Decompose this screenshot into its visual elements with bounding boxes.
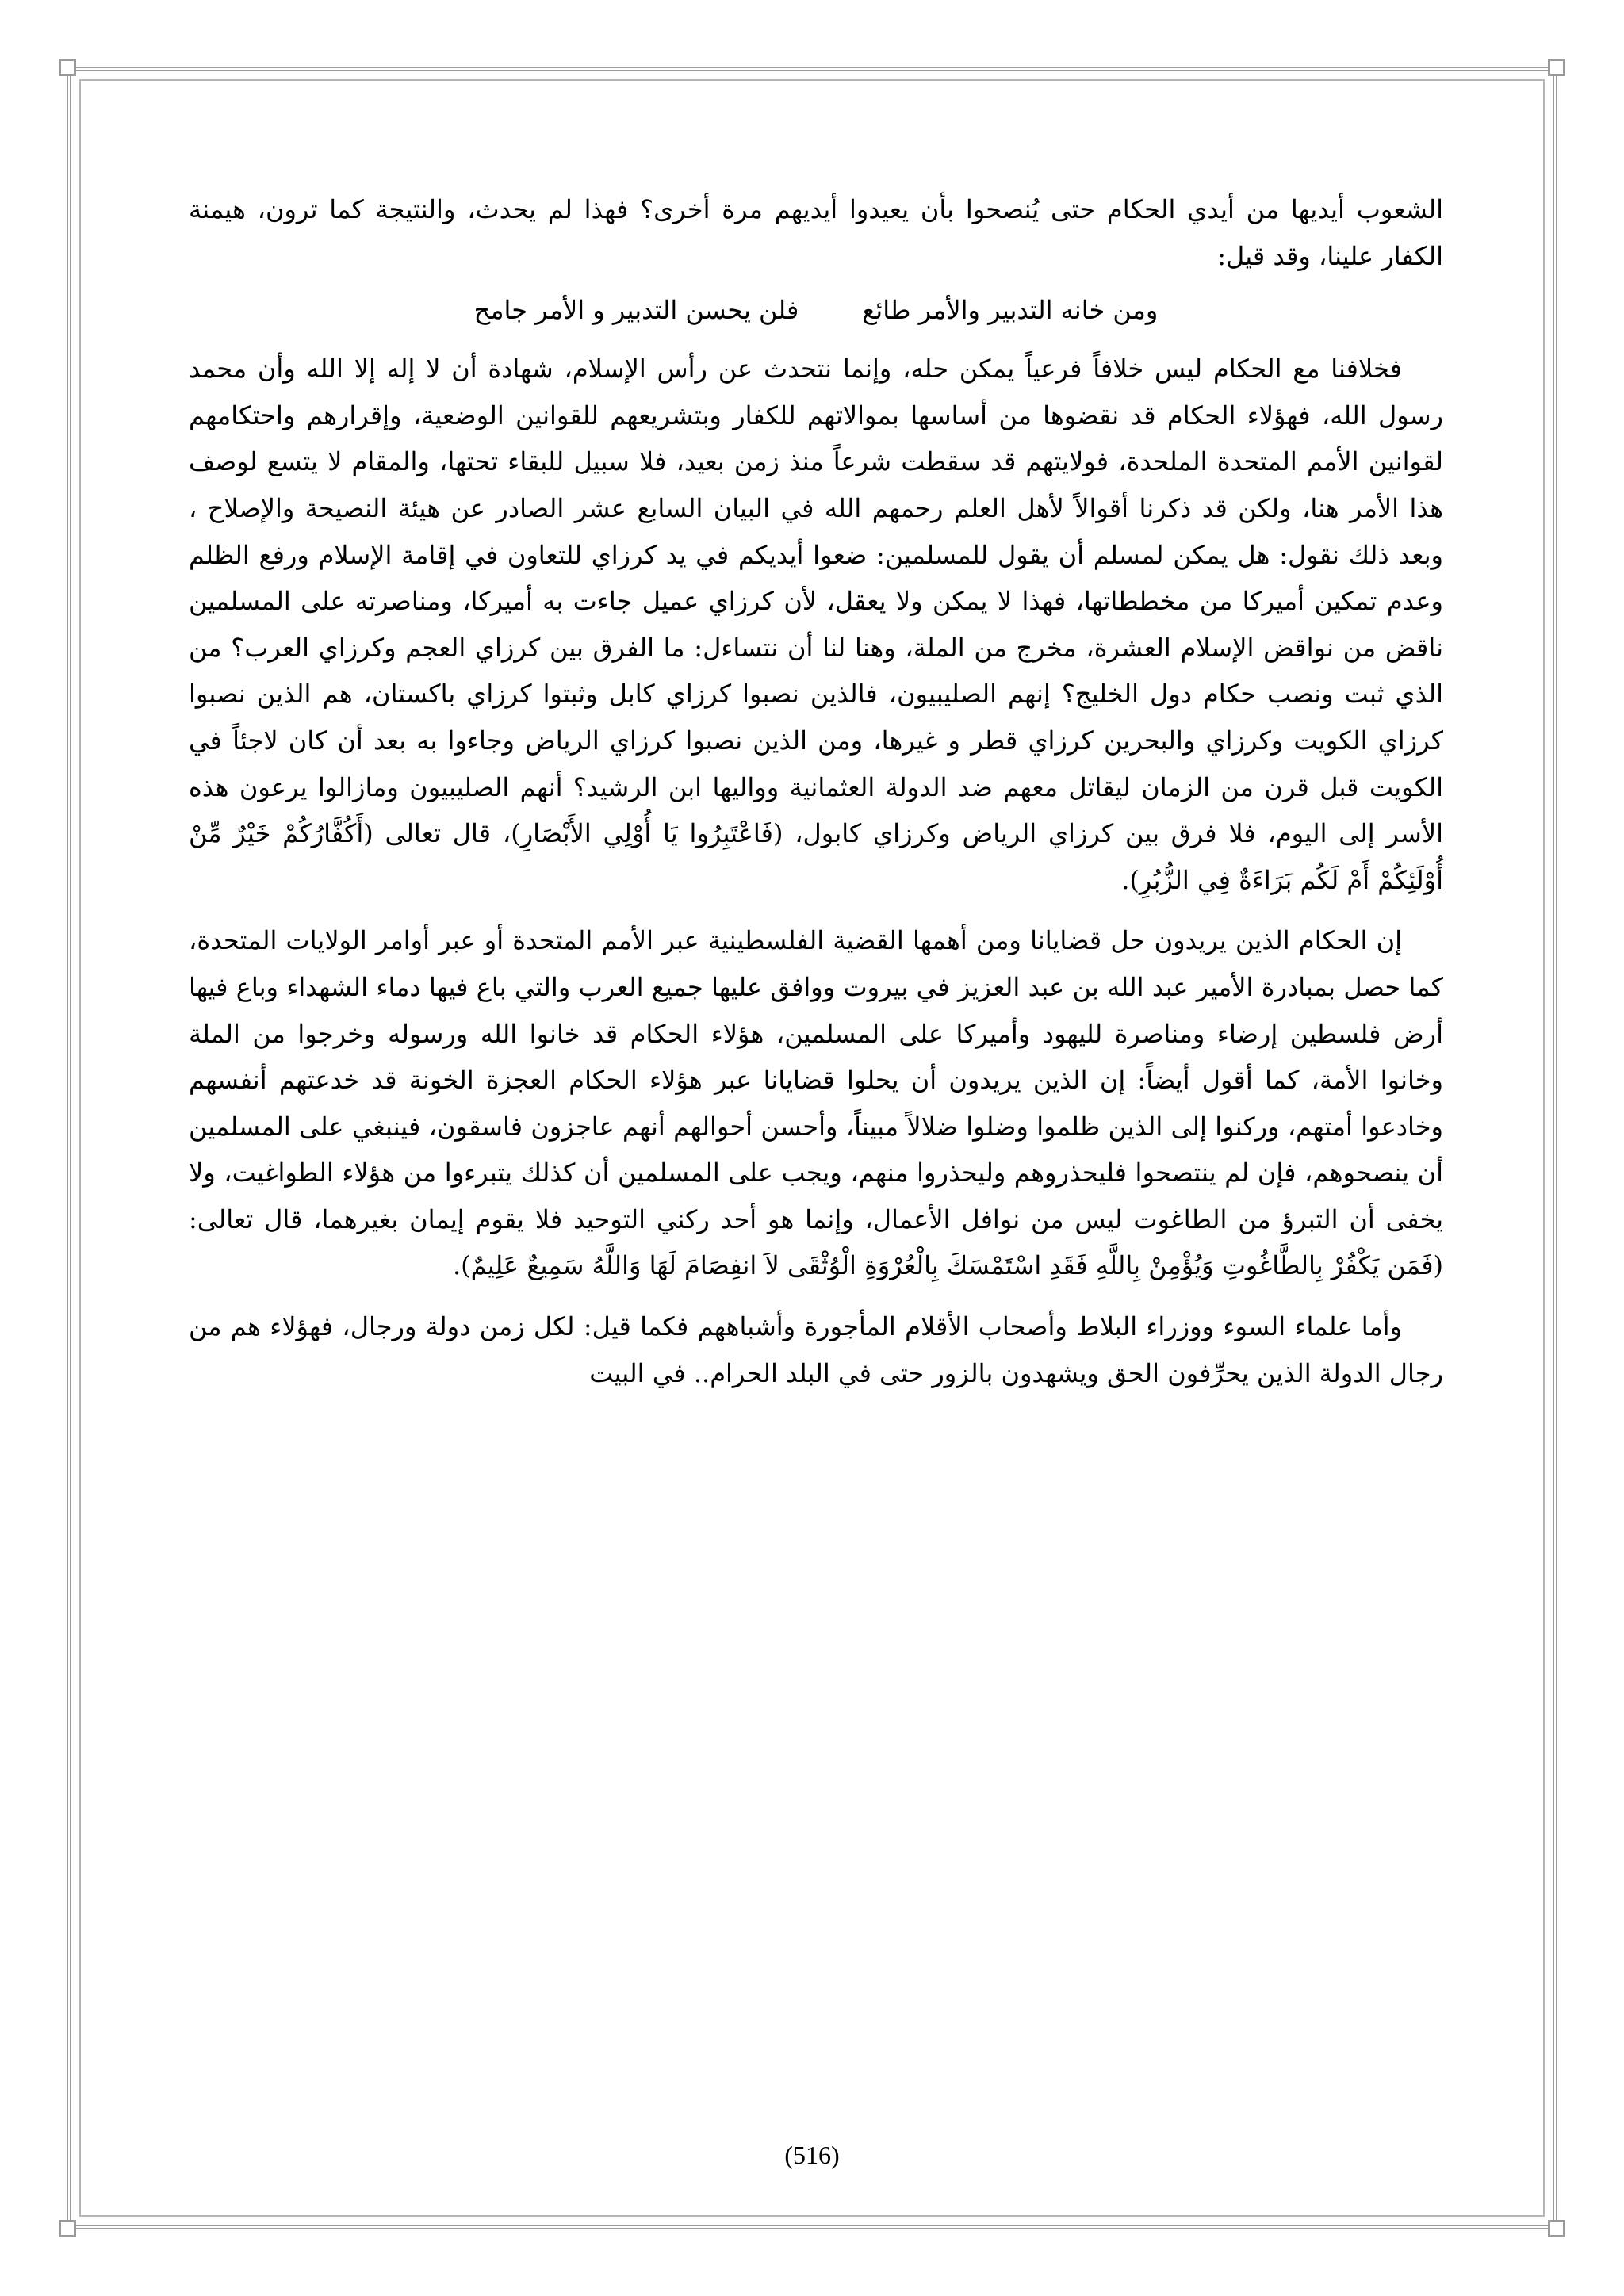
page-number: (516): [784, 2141, 840, 2169]
page-body: [189, 186, 1443, 1396]
verse-second-hemistich: فلن يحسن التدبير و الأمر جامح: [473, 295, 799, 326]
verse-first-hemistich: ومن خانه التدبير والأمر طائع: [862, 295, 1159, 326]
border-corner-ornament: [59, 2220, 76, 2237]
paragraph-rulers-palestine: إن الحكام الذين يريدون حل قضايانا ومن أهمها القضية الفلسطينية عبر الأمم المتحدة أو عبر أوامر الولايات المتحدة، كما حصل بمبادرة الأمير عبد الله بن عبد العزيز في بيروت ووافق عليها جميع العرب والتي باع فيها دماء الشهداء وباع فيها أرض فلسطين إرضاء ومناصرة لليهود وأميركا على المسلمين، هؤلاء الحكام قد خانوا الله ورسوله وخرجوا من الملة وخانوا الأمة، كما أقول أيضاً: إن الذين يريدون أن يحلوا قضايانا عبر هؤلاء الحكام العجزة الخونة قد خدعتهم أنفسهم وخادعوا أمتهم، وركنوا إلى الذين ظلموا وضلوا ضلالاً مبيناً، وأحسن أحوالهم أنهم عاجزون فاسقون، فينبغي على المسلمين أن ينصحوهم، فإن لم ينتصحوا فليحذروهم وليحذروا منهم، ويجب على المسلمين أن كذلك يتبرءوا من هؤلاء الطواغيت، ولا يخفى أن التبرؤ من الطاغوت ليس من نوافل الأعمال، وإنما هو أحد ركني التوحيد فلا يقوم إيمان بغيرهما، قال تعالى: (فَمَن يَكْفُرْ بِالطَّاغُوتِ وَيُؤْمِنْ بِاللَّهِ فَقَدِ اسْتَمْسَكَ بِالْعُرْوَةِ الْوُثْقَى لاَ انفِصَامَ لَهَا وَاللَّهُ سَمِيعٌ عَلِيمٌ).: [189, 925, 1444, 1281]
poetry-verse: [189, 287, 1443, 333]
paragraph-continued: الشعوب أيديها من أيدي الحكام حتى يُنصحوا بأن يعيدوا أيديهم مرة أخرى؟ فهذا لم يحدث، والنتيجة كما ترون، هيمنة الكفار علينا، وقد قيل:: [189, 194, 1444, 271]
paragraph-rulers-disagreement: فخلافنا مع الحكام ليس خلافاً فرعياً يمكن حله، وإنما نتحدث عن رأس الإسلام، شهادة أن لا إله إلا الله وأن محمد رسول الله، فهؤلاء الحكام قد نقضوها من أساسها بموالاتهم للكفار وبتشريعهم للقوانين الوضعية، وإقرارهم واحتكامهم لقوانين الأمم المتحدة الملحدة، فولايتهم قد سقطت شرعاً منذ زمن بعيد، فلا سبيل للبقاء تحتها، والمقام لا يتسع لوصف هذا الأمر هنا، ولكن قد ذكرنا أقوالاً لأهل العلم رحمهم الله في البيان السابع عشر الصادر عن هيئة النصيحة والإصلاح ، وبعد ذلك نقول: هل يمكن لمسلم أن يقول للمسلمين: ضعوا أيديكم في يد كرزاي للتعاون في إقامة الإسلام ورفع الظلم وعدم تمكين أميركا من مخططاتها، فهذا لا يمكن ولا يعقل، لأن كرزاي عميل جاءت به أميركا، ومناصرته على المسلمين ناقض من نواقض الإسلام العشرة، مخرج من الملة، وهنا لنا أن نتساءل: ما الفرق بين كرزاي العجم وكرزاي العرب؟ من الذي ثبت ونصب حكام دول الخليج؟ إنهم الصليبيون، فالذين نصبوا كرزاي كابل وثبتوا كرزاي باكستان، هم الذين نصبوا كرزاي الكويت وكرزاي والبحرين كرزاي قطر و غيرها، ومن الذين نصبوا كرزاي الرياض وجاءوا به بعد أن كان لاجئاً في الكويت قبل قرن من الزمان ليقاتل معهم ضد الدولة العثمانية وواليها ابن الرشيد؟ أنهم الصليبيون ومازالوا يرعون هذه الأسر إلى اليوم، فلا فرق بين كرزاي الرياض وكرزاي كابول، (فَاعْتَبِرُوا يَا أُوْلِي الأَبْصَارِ)، قال تعالى (أَكُفَّارُكُمْ خَيْرٌ مِّنْ أُوْلَئِكُمْ أَمْ لَكُم بَرَاءَةٌ فِي الزُّبُرِ).: [189, 354, 1444, 895]
border-corner-ornament: [1548, 59, 1565, 76]
border-corner-ornament: [1548, 2220, 1565, 2237]
paragraph-scholars: وأما علماء السوء ووزراء البلاط وأصحاب الأقلام المأجورة وأشباههم فكما قيل: لكل زمن دولة ورجال، فهؤلاء هم من رجال الدولة الذين يحرِّفون الحق ويشهدون بالزور حتى في البلد الحرام.. في البيت: [189, 1311, 1443, 1388]
border-corner-ornament: [59, 59, 76, 76]
